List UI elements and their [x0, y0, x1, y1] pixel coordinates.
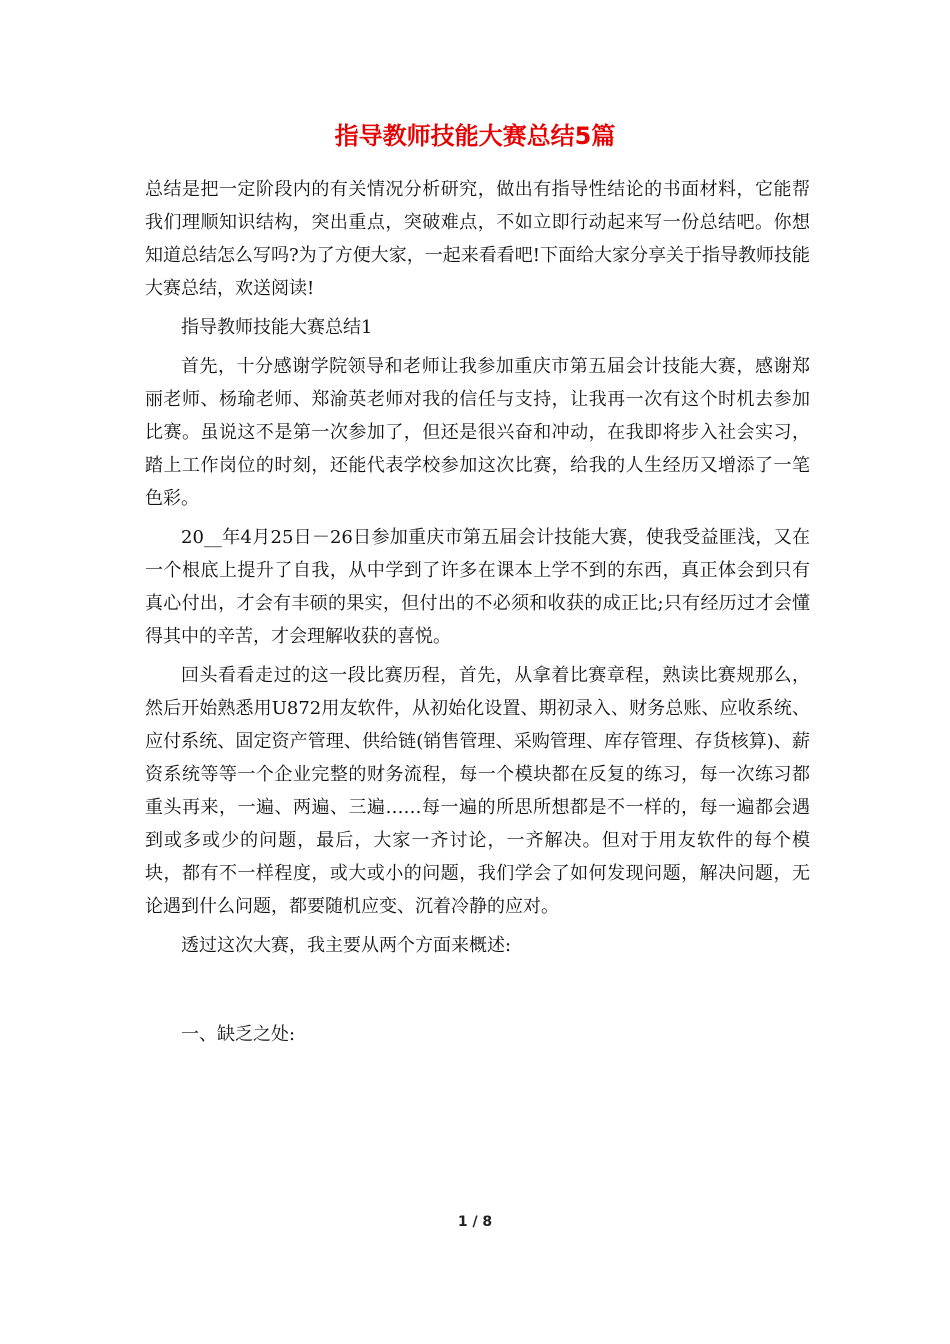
section-heading-1: 指导教师技能大赛总结1: [181, 317, 373, 338]
subsection-heading: 一、缺乏之处:: [181, 1024, 296, 1045]
document-body: [145, 173, 810, 1057]
body-paragraph: 回头看看走过的这一段比赛历程，首先，从拿着比赛章程，熟读比赛规那么，然后开始熟悉用U872用友软件，从初始化设置、期初录入、财务总账、应收系统、应付系统、固定资产管理、供给链(销售管理、采购管理、库存管理、存货核算)、薪资系统等等一个企业完整的财务流程，每一个模块都在反复的练习，每一次练习都重头再来，一遍、两遍、三遍……每一遍的所思所想都是不一样的，每一遍都会遇到或多或少的问题，最后，大家一齐讨论，一齐解决。但对于用友软件的每个模块，都有不一样程度，或大或小的问题，我们学会了如何发现问题，解决问题，无论遇到什么问题，都要随机应变、沉着冷静的应对。: [145, 665, 810, 917]
page-indicator: 1 / 8: [457, 1214, 493, 1230]
body-paragraph: 20__年4月25日－26日参加重庆市第五届会计技能大赛，使我受益匪浅，又在一个根底上提升了自我，从中学到了许多在课本上学不到的东西，真正体会到只有真心付出，才会有丰硕的果实，但付出的不必须和收获的成正比;只有经历过才会懂得其中的辛苦，才会理解收获的喜悦。: [145, 527, 810, 647]
document-title: 指导教师技能大赛总结5篇: [334, 122, 616, 150]
body-paragraph: 透过这次大赛，我主要从两个方面来概述:: [181, 935, 512, 956]
body-paragraph: 首先，十分感谢学院领导和老师让我参加重庆市第五届会计技能大赛，感谢郑丽老师、杨瑜老师、郑渝英老师对我的信任与支持，让我再一次有这个时机去参加比赛。虽说这不是第一次参加了，但还是很兴奋和冲动，在我即将步入社会实习，踏上工作岗位的时刻，还能代表学校参加这次比赛，给我的人生经历又增添了一笔色彩。: [145, 356, 810, 509]
intro-paragraph: 总结是把一定阶段内的有关情况分析研究，做出有指导性结论的书面材料，它能帮我们理顺知识结构，突出重点，突破难点，不如立即行动起来写一份总结吧。你想知道总结怎么写吗?为了方便大家，一起来看看吧!下面给大家分享关于指导教师技能大赛总结，欢送阅读!: [145, 179, 810, 299]
